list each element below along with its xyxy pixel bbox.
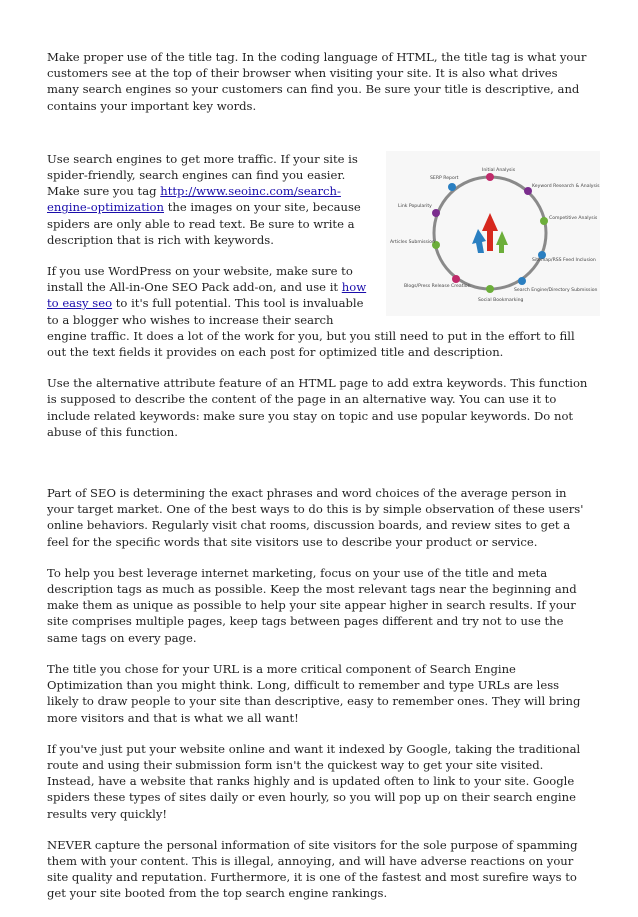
seo-cycle-svg: [386, 151, 600, 316]
node-social: [486, 285, 494, 293]
node-directory: [518, 277, 526, 285]
p2-text-start: Use search engines to get more traffic. If your site is spider-friendly, search engines can find you easier. Make sure you tag: [47, 151, 358, 199]
paragraph-spam-warning: NEVER capture the personal information of site visitors for the sole purpose of spamming them with your content. This is illegal, annoying, and will have adverse reactions on your site quality and reputation. Furthermore, it is one of the fastest and most surefire ways to get your site booted from the top search engine rankings.: [47, 837, 578, 901]
label-articles: Articles Submission: [390, 239, 435, 245]
paragraph-alt-attribute: Use the alternative attribute feature of an HTML page to add extra keywords. This function is supposed to describe the content of the page in an alternative way. You can use it to include related keywords: make sure you stay on topic and use popular keywords. Do not abuse of this function.: [47, 376, 588, 439]
spacer: [47, 455, 592, 485]
label-serp: SERP Report: [430, 175, 459, 181]
right-arrow-icon: [496, 231, 508, 253]
label-sitemap: Sitemap/RSS Feed Inclusion: [532, 257, 596, 263]
label-social: Social Bookmarking: [478, 297, 524, 303]
paragraph-url-title: The title you chose for your URL is a more critical component of Search Engine Optimization than you might think. Long, difficult to remember and type URLs are less likely to draw people to your site than descriptive, easy to remember ones. They will bring more visitors and that is what we all want!: [47, 661, 581, 725]
p3-text-start: If you use WordPress on your website, make sure to install the All-in-One SEO Pack add-on, and use it: [47, 264, 353, 295]
label-blogs: Blogs/Press Release Creation: [404, 283, 471, 289]
p3-text-end: to it's full potential. This tool is invaluable to a blogger who wishes to increase their search engine traffic. It does a lot of the work for you, but you still need to put in the effort to fill out the text fields it provides on each post for optimized title and description.: [47, 296, 575, 360]
node-competitor: [540, 217, 548, 225]
node-keyword: [524, 187, 532, 195]
easy-seo-link[interactable]: how to easy seo: [47, 280, 367, 311]
label-competitor: Competitive Analysis: [549, 215, 598, 221]
label-directory: Search Engine/Directory Submission: [514, 287, 598, 293]
paragraph-meta-tags: To help you best leverage internet marketing, focus on your use of the title and meta description tags as much as possible. Keep the most relevant tags near the beginning and make them as unique as possible to help your site appear higher in search results. If your site comprises multiple pages, keep tags between pages different and try not to use the same tags on every page.: [47, 565, 577, 645]
up-arrow-icon: [482, 213, 498, 251]
paragraph-google-indexing: If you've just put your website online and want it indexed by Google, taking the traditional route and using their submission form isn't the quickest way to get your site visited. Instead, have a website that ranks highly and is updated often to link to your site. Google spiders these types of sites daily or even hourly, so you will pop up on their search engine results very quickly!: [47, 741, 581, 821]
p2-text-end: the images on your site, because spiders are only able to read text. Be sure to write a description that is rich with keywords.: [47, 200, 361, 247]
node-link: [432, 209, 440, 217]
label-initial: Initial Analysis: [482, 167, 516, 173]
node-blogs: [452, 275, 460, 283]
seo-process-diagram: [386, 151, 600, 316]
spacer: [47, 129, 592, 151]
paragraph-title-tag: Make proper use of the title tag. In the coding language of HTML, the title tag is what your customers see at the top of their browser when visiting your site. It is also what drives many search engines so your customers can find you. Be sure your title is descriptive, and contains your important key words.: [47, 50, 587, 113]
node-initial: [486, 173, 494, 181]
article-body: [47, 49, 600, 917]
paragraph-target-market: Part of SEO is determining the exact phrases and word choices of the average person in your target market. One of the best ways to do this is by simple observation of these users' online behaviors. Regularly visit chat rooms, discussion boards, and review sites to get a feel for the specific words that site visitors use to describe your product or service.: [47, 486, 584, 549]
seoinc-link[interactable]: http://www.seoinc.com/search-engine-optimization: [47, 184, 341, 215]
label-link: Link Popularity: [398, 203, 432, 209]
left-arrow-icon: [472, 229, 486, 253]
node-serp: [448, 183, 456, 191]
label-keyword: Keyword Research & Analysis: [532, 183, 600, 189]
